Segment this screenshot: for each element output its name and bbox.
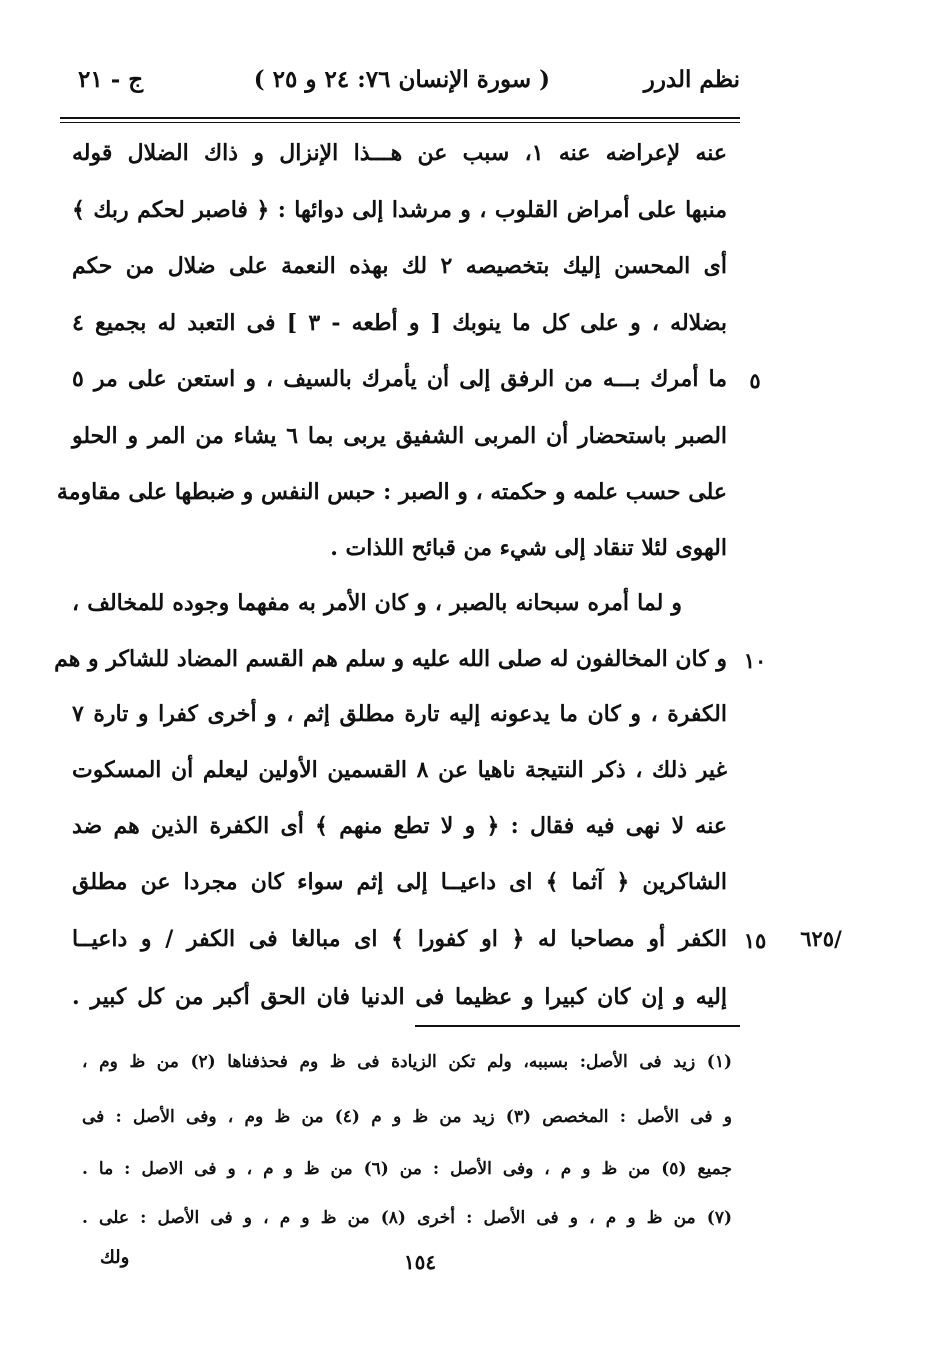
text-line: أى المحسن إليك بتخصيصه ٢ لك بهذه النعمة على ضلال من حكم: [72, 253, 728, 279]
text-line: الصبر باستحضار أن المربى الشفيق يربى بما ٦ يشاء من المر و الحلو: [72, 423, 728, 449]
header-rule: [60, 117, 740, 119]
footnote-separator: [415, 1025, 740, 1027]
margin-page-reference: ٦٢٥/: [800, 926, 842, 951]
text-line: عنه لا نهى فيه فقال : ﴿ و لا تطع منهم ﴾ أى الكفرة الذين هم ضد: [72, 813, 727, 839]
catchword: ولك: [100, 1247, 130, 1268]
footnote-line: (١) زيد فى الأصل: بسببه، ولم تكن الزيادة فى ظ وم فحذفناها (٢) من ظ وم ،: [82, 1052, 732, 1072]
text-line: الهوى لئلا تنقاد إلى شيء من قبائح اللذات .: [330, 535, 727, 561]
text-line: و لما أمره سبحانه بالصبر ، و كان الأمر به مفهما وجوده للمخالف ،: [72, 590, 682, 616]
volume-number: ج - ٢١: [78, 66, 144, 93]
line-number: ١٠: [743, 648, 767, 673]
text-line: منبها على أمراض القلوب ، و مرشدا إلى دوائها : ﴿ فاصبر لحكم ربك ﴾: [72, 197, 727, 223]
text-line: غير ذلك ، ذكر النتيجة ناهيا عن ٨ القسمين الأولين ليعلم أن المسكوت: [72, 757, 727, 783]
line-number: ١٥: [743, 928, 767, 953]
footnote-line: و فى الأصل : المخصص (٣) زيد من ظ و م (٤) من ظ وم ، وفى الأصل : فى: [82, 1107, 733, 1127]
line-number: ٥: [749, 368, 761, 393]
book-title: نظم الدرر: [643, 66, 740, 93]
header-rule-thin: [60, 122, 740, 123]
text-line: عنه لإعراضه عنه ١، سبب عن هـــذا الإنزال و ذاك الضلال قوله: [72, 140, 728, 166]
text-line: بضلاله ، و على كل ما ينوبك [ و أطعه - ٣ ] فى التعبد له بجميع ٤: [72, 310, 727, 336]
text-line: الكفرة ، و كان ما يدعونه إليه تارة مطلق إثم ، و أخرى كفرا و تارة ٧: [72, 701, 727, 727]
page-number: ١٥٤: [403, 1250, 437, 1274]
text-line: و كان المخالفون له صلى الله عليه و سلم هم القسم المضاد للشاكر و هم: [54, 646, 727, 672]
text-line: الكفر أو مصاحبا له ﴿ او كفورا ﴾ اى مبالغا فى الكفر / و داعيــا: [72, 926, 727, 952]
text-line: الشاكرين ﴿ آثما ﴾ اى داعيــا إلى إثم سواء كان مجردا عن مطلق: [72, 869, 727, 895]
text-line: ما أمرك بـــه من الرفق إلى أن يأمرك بالسيف ، و استعن على مر ٥: [72, 366, 727, 392]
footnote-line: (٧) من ظ و م ، و فى الأصل : أخرى (٨) من ظ و م ، و فى الأصل : على .: [82, 1208, 732, 1228]
running-header: [60, 62, 740, 102]
surah-reference: ( سورة الإنسان ٧٦: ٢٤ و ٢٥ ): [253, 66, 550, 93]
footnote-line: جميع (٥) من ظ و م ، وفى الأصل : من (٦) من ظ و م ، و فى الاصل : ما .: [82, 1159, 732, 1179]
text-line: على حسب علمه و حكمته ، و الصبر : حبس النفس و ضبطها على مقاومة: [56, 479, 727, 505]
text-line: إليه و إن كان كبيرا و عظيما فى الدنيا فان الحق أكبر من كل كبير .: [72, 984, 727, 1010]
